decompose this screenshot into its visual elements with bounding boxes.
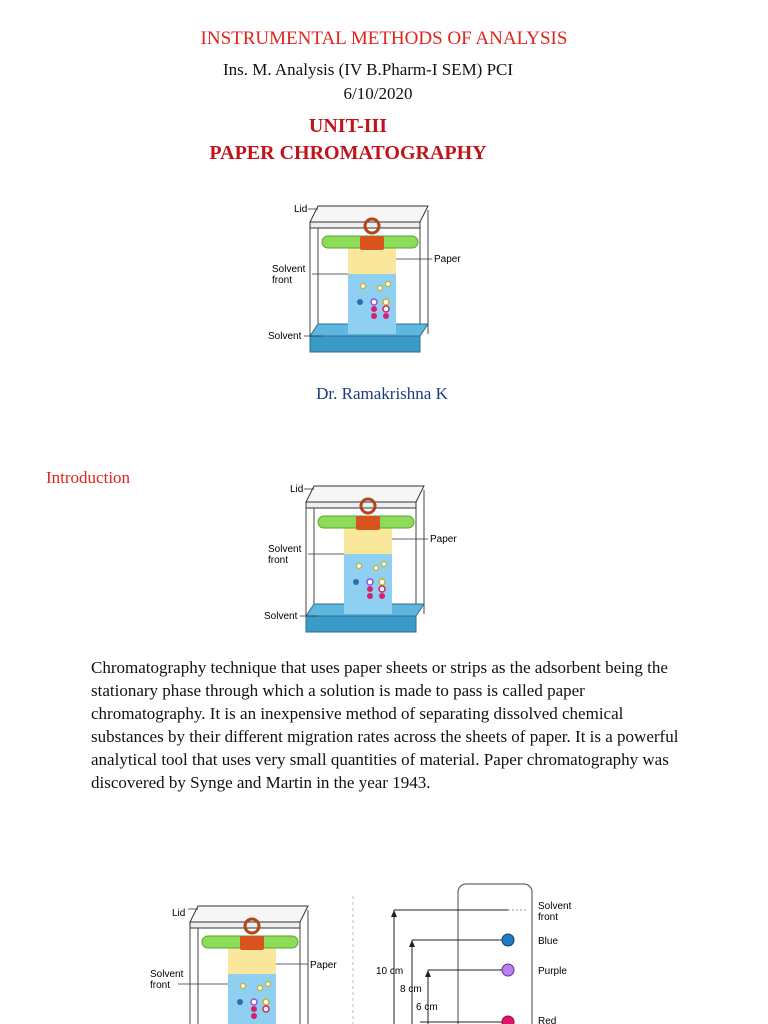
label-distance-8cm: 8 cm [400, 984, 422, 995]
label-solvent-front-2: front [150, 980, 171, 991]
introduction-paragraph: Chromatography technique that uses paper sheets or strips as the adsorbent being the stationary phase through which a solution is made to pass is called paper chromatography. It is an inexpensive method of separating dissolved chemical substances by their different migration rates across the sheets of paper. It is a powerful analytical tool that uses very small quantities of material. Paper chromatography was discovered by Synge and Martin in the year 1943. [91, 658, 679, 792]
label-solvent: Solvent [268, 331, 302, 342]
course-subtitle: Ins. M. Analysis (IV B.Pharm-I SEM) PCI [222, 60, 514, 79]
label-spot-red: Red [538, 1016, 557, 1024]
label-solvent-front-1: Solvent [150, 969, 184, 980]
chromatography-chamber-diagram [262, 196, 462, 356]
label-solvent-front-2: front [272, 275, 293, 286]
label-solvent-front-2: front [538, 912, 559, 923]
label-solvent-front-1: Solvent [272, 264, 306, 275]
label-spot-blue: Blue [538, 936, 559, 947]
section-heading-introduction: Introduction [46, 468, 131, 487]
developed-chromatogram-diagram [368, 880, 598, 1024]
label-paper: Paper [430, 534, 457, 545]
label-spot-purple: Purple [538, 966, 567, 977]
chromatography-chamber-diagram-2 [258, 476, 458, 636]
label-distance-6cm: 6 cm [416, 1002, 438, 1013]
label-solvent-front-2: front [268, 555, 289, 566]
label-paper: Paper [310, 960, 337, 971]
chromatography-chamber-diagram-3 [142, 896, 352, 1024]
spot-blue [502, 934, 514, 946]
label-lid: Lid [172, 908, 186, 919]
course-title: INSTRUMENTAL METHODS OF ANALYSIS [200, 28, 568, 49]
topic-title: PAPER CHROMATOGRAPHY [209, 142, 487, 164]
label-paper: Paper [434, 254, 461, 265]
spot-purple [502, 964, 514, 976]
chromatogram-paper [458, 884, 532, 1024]
label-solvent-front-1: Solvent [538, 901, 572, 912]
label-solvent-front-1: Solvent [268, 544, 302, 555]
lecture-date: 6/10/2020 [343, 84, 413, 103]
spot-red [502, 1016, 514, 1024]
divider [352, 896, 354, 1024]
label-solvent: Solvent [264, 611, 298, 622]
label-distance-10cm: 10 cm [376, 966, 404, 977]
paper-strip [348, 248, 396, 334]
unit-title: UNIT-III [308, 115, 388, 137]
label-lid: Lid [290, 484, 304, 495]
author-name: Dr. Ramakrishna K [316, 384, 448, 403]
label-lid: Lid [294, 204, 308, 215]
paper-strip [344, 528, 392, 614]
